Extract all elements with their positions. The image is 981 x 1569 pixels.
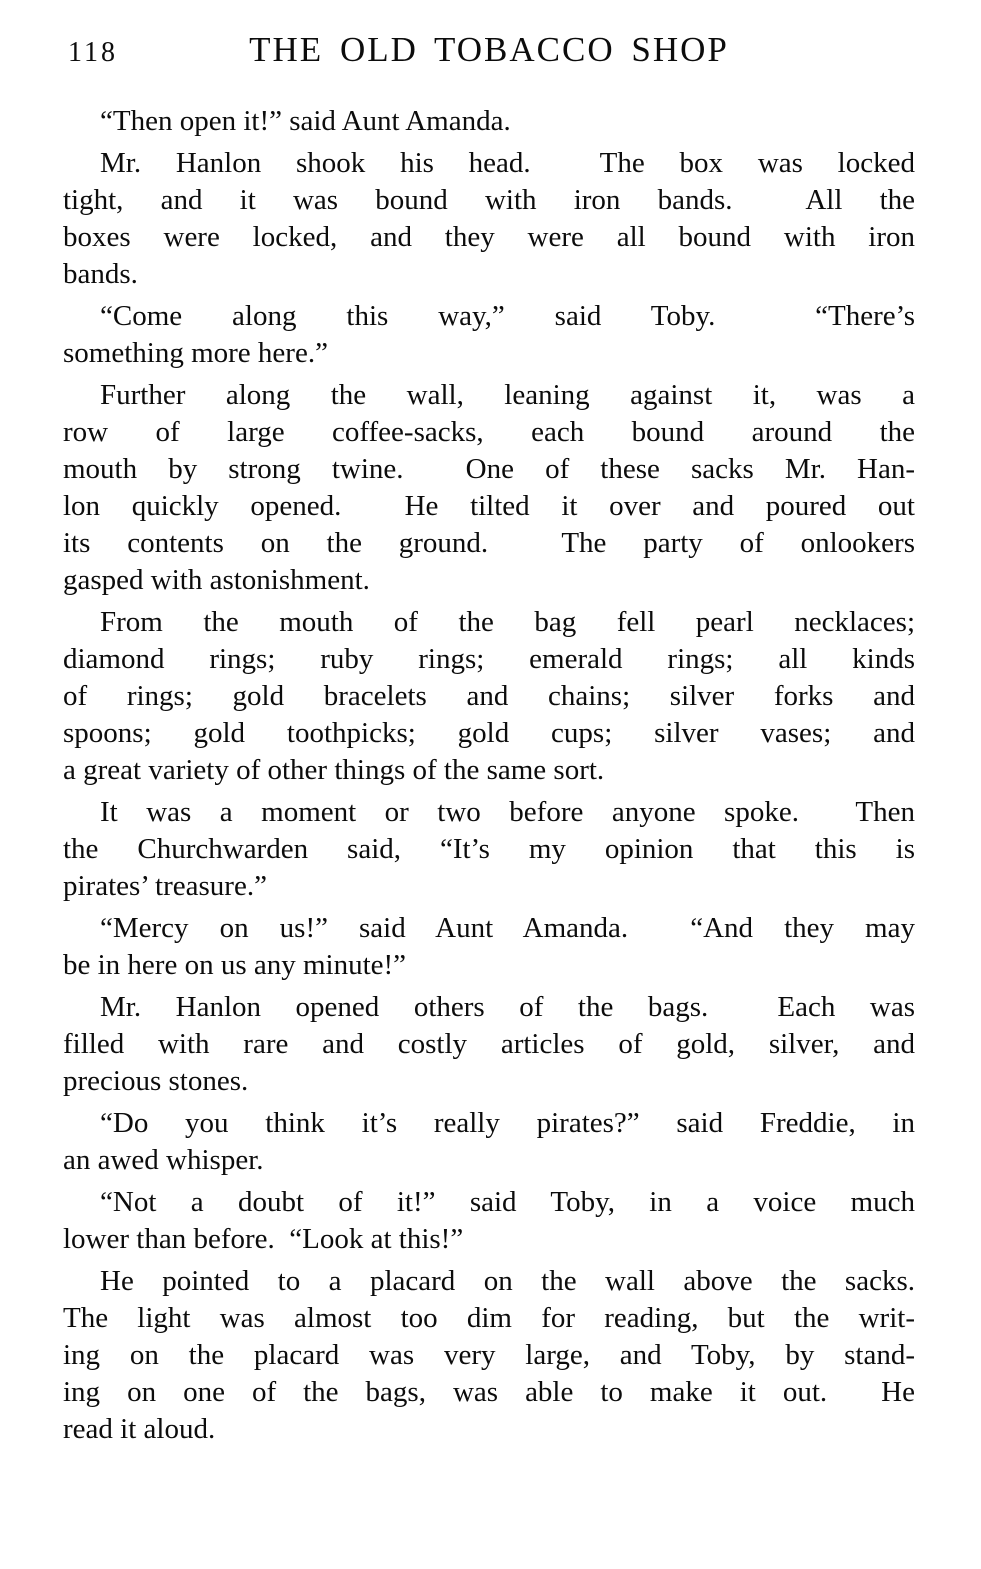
- text-line: filled with rare and costly articles of gold, silver, and: [63, 1028, 915, 1060]
- text-line: “Mercy on us!” said Aunt Amanda. “And they may: [100, 912, 915, 944]
- text-line: It was a moment or two before anyone spoke. Then: [100, 796, 915, 828]
- page-number: 118: [68, 37, 118, 68]
- text-line: row of large coffee-sacks, each bound around the: [63, 416, 915, 448]
- text-line: bands.: [63, 258, 138, 290]
- text-line: boxes were locked, and they were all bound with iron: [63, 221, 915, 253]
- text-line: gasped with astonishment.: [63, 564, 370, 596]
- text-line: lon quickly opened. He tilted it over and poured out: [63, 490, 915, 522]
- text-line: Mr. Hanlon opened others of the bags. Each was: [100, 991, 915, 1023]
- text-line: a great variety of other things of the same sort.: [63, 754, 605, 786]
- paragraph: [63, 377, 915, 599]
- text-line: its contents on the ground. The party of onlookers: [63, 527, 915, 559]
- text-line: pirates’ treasure.”: [63, 870, 267, 902]
- text-line: read it aloud.: [63, 1413, 216, 1445]
- text-line: From the mouth of the bag fell pearl necklaces;: [100, 606, 915, 638]
- text-line: diamond rings; ruby rings; emerald rings; all kinds: [63, 643, 915, 675]
- paragraph: [63, 910, 915, 984]
- text-line: ing on the placard was very large, and Toby, by stand-: [63, 1339, 915, 1371]
- paragraph: [63, 1263, 915, 1448]
- text-line: of rings; gold bracelets and chains; silver forks and: [63, 680, 915, 712]
- paragraph: [63, 604, 915, 789]
- text-line: tight, and it was bound with iron bands. All the: [63, 184, 915, 216]
- paragraph: [63, 794, 915, 905]
- text-line: precious stones.: [63, 1065, 249, 1097]
- text-line: ing on one of the bags, was able to make it out. He: [63, 1376, 915, 1408]
- text-line: “Come along this way,” said Toby. “There’s: [100, 300, 915, 332]
- page-title: THE OLD TOBACCO SHOP: [249, 30, 729, 69]
- paragraph: [63, 1184, 915, 1258]
- text-line: Further along the wall, leaning against it, was a: [100, 379, 915, 411]
- text-line: He pointed to a placard on the wall above the sacks.: [100, 1265, 915, 1297]
- body-text: [63, 103, 915, 1453]
- text-line: be in here on us any minute!”: [63, 949, 407, 981]
- text-line: the Churchwarden said, “It’s my opinion that this is: [63, 833, 915, 865]
- text-line: mouth by strong twine. One of these sacks Mr. Han-: [63, 453, 915, 485]
- text-line: Mr. Hanlon shook his head. The box was locked: [100, 147, 915, 179]
- text-line: “Not a doubt of it!” said Toby, in a voice much: [100, 1186, 915, 1218]
- paragraph: [63, 989, 915, 1100]
- text-line: spoons; gold toothpicks; gold cups; silver vases; and: [63, 717, 915, 749]
- running-head: [63, 30, 915, 74]
- paragraph: [63, 298, 915, 372]
- text-line: an awed whisper.: [63, 1144, 264, 1176]
- text-line: The light was almost too dim for reading, but the writ-: [63, 1302, 915, 1334]
- text-line: something more here.”: [63, 337, 328, 369]
- text-line: “Do you think it’s really pirates?” said Freddie, in: [100, 1107, 915, 1139]
- paragraph: [63, 1105, 915, 1179]
- paragraph: [63, 103, 915, 140]
- text-line: lower than before. “Look at this!”: [63, 1223, 464, 1255]
- text-line: “Then open it!” said Aunt Amanda.: [100, 105, 511, 137]
- paragraph: [63, 145, 915, 293]
